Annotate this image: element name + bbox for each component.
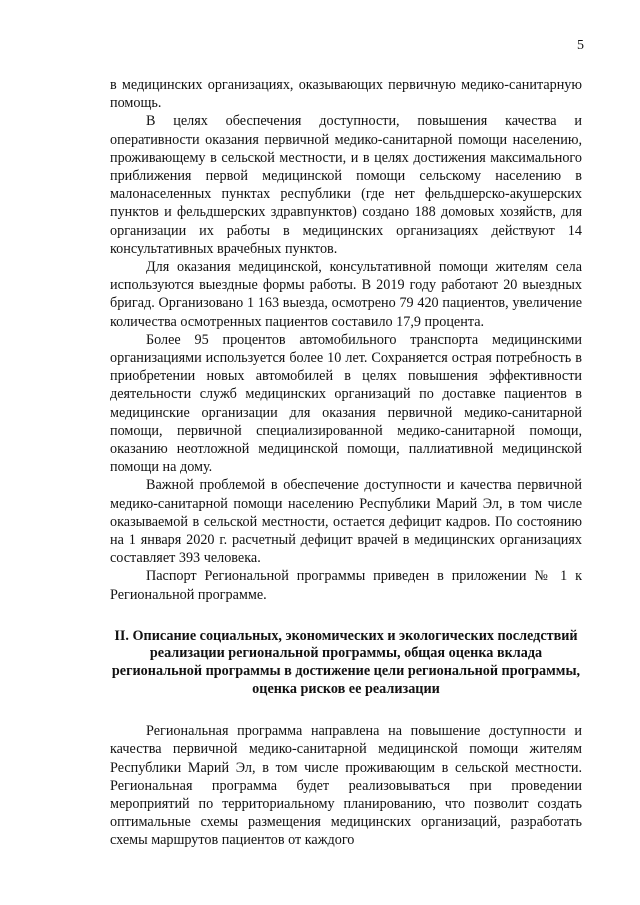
section-heading: II. Описание социальных, экономических и экологических последствий реализации региональной программы, общая оценка вклада региональной программы в достижение цели региональной программы, оценка рисков ее реализации — [111, 627, 581, 697]
paragraph-program-goal: Региональная программа направлена на повышение доступности и качества первичной медико-санитарной медицинской помощи жителям Республики Марий Эл, в том числе проживающим в сельской местности. Региональная программа будет реализовываться при проведении мероприятий по территориальному планированию, что позволит создать оптимальные схемы размещения медицинских организаций, разработать схемы маршрутов пациентов от каждого — [110, 723, 582, 849]
page-body — [110, 76, 582, 850]
paragraph-mobile-teams: Для оказания медицинской, консультативной помощи жителям села используются выездные формы работы. В 2019 году работают 20 выездных бригад. Организовано 1 163 выезда, осмотрено 79 420 пациентов, увеличение количества осмотренных пациентов составило 17,9 процента. — [110, 259, 582, 330]
paragraph-continuation: в медицинских организациях, оказывающих первичную медико-санитарную помощь. — [110, 77, 582, 112]
paragraph-rural-access: В целях обеспечения доступности, повышения качества и оперативности оказания первичной медико-санитарной помощи населению, проживающему в сельской местности, и в целях достижения максимального приближения первой медицинской помощи сельскому населению в малонаселенных пунктах республики (где нет фельдшерско-акушерских пунктов и фельдшерских здравпунктов) создано 188 домовых хозяйств, для организации их работы в медицинских организациях действуют 14 консультативных врачебных пунктов. — [110, 113, 582, 257]
paragraph-passport: Паспорт Региональной программы приведен в приложении № 1 к Региональной программе. — [110, 568, 582, 603]
page-number: 5 — [577, 38, 584, 53]
paragraph-staff-shortage: Важной проблемой в обеспечение доступности и качества первичной медико-санитарной помощи населению Республики Марий Эл, в том числе оказываемой в сельской местности, остается дефицит кадров. По состоянию на 1 января 2020 г. расчетный дефицит врачей в медицинских организациях составляет 393 человека. — [110, 477, 582, 567]
paragraph-vehicles: Более 95 процентов автомобильного транспорта медицинскими организациями используется более 10 лет. Сохраняется острая потребность в приобретении новых автомобилей в целях повышения эффективности деятельности служб медицинских организаций по доставке пациентов в медицинские организации для оказания первичной медико-санитарной помощи, первичной специализированной медико-санитарной помощи, оказанию неотложной медицинской помощи, паллиативной медицинской помощи на дому. — [110, 331, 582, 476]
